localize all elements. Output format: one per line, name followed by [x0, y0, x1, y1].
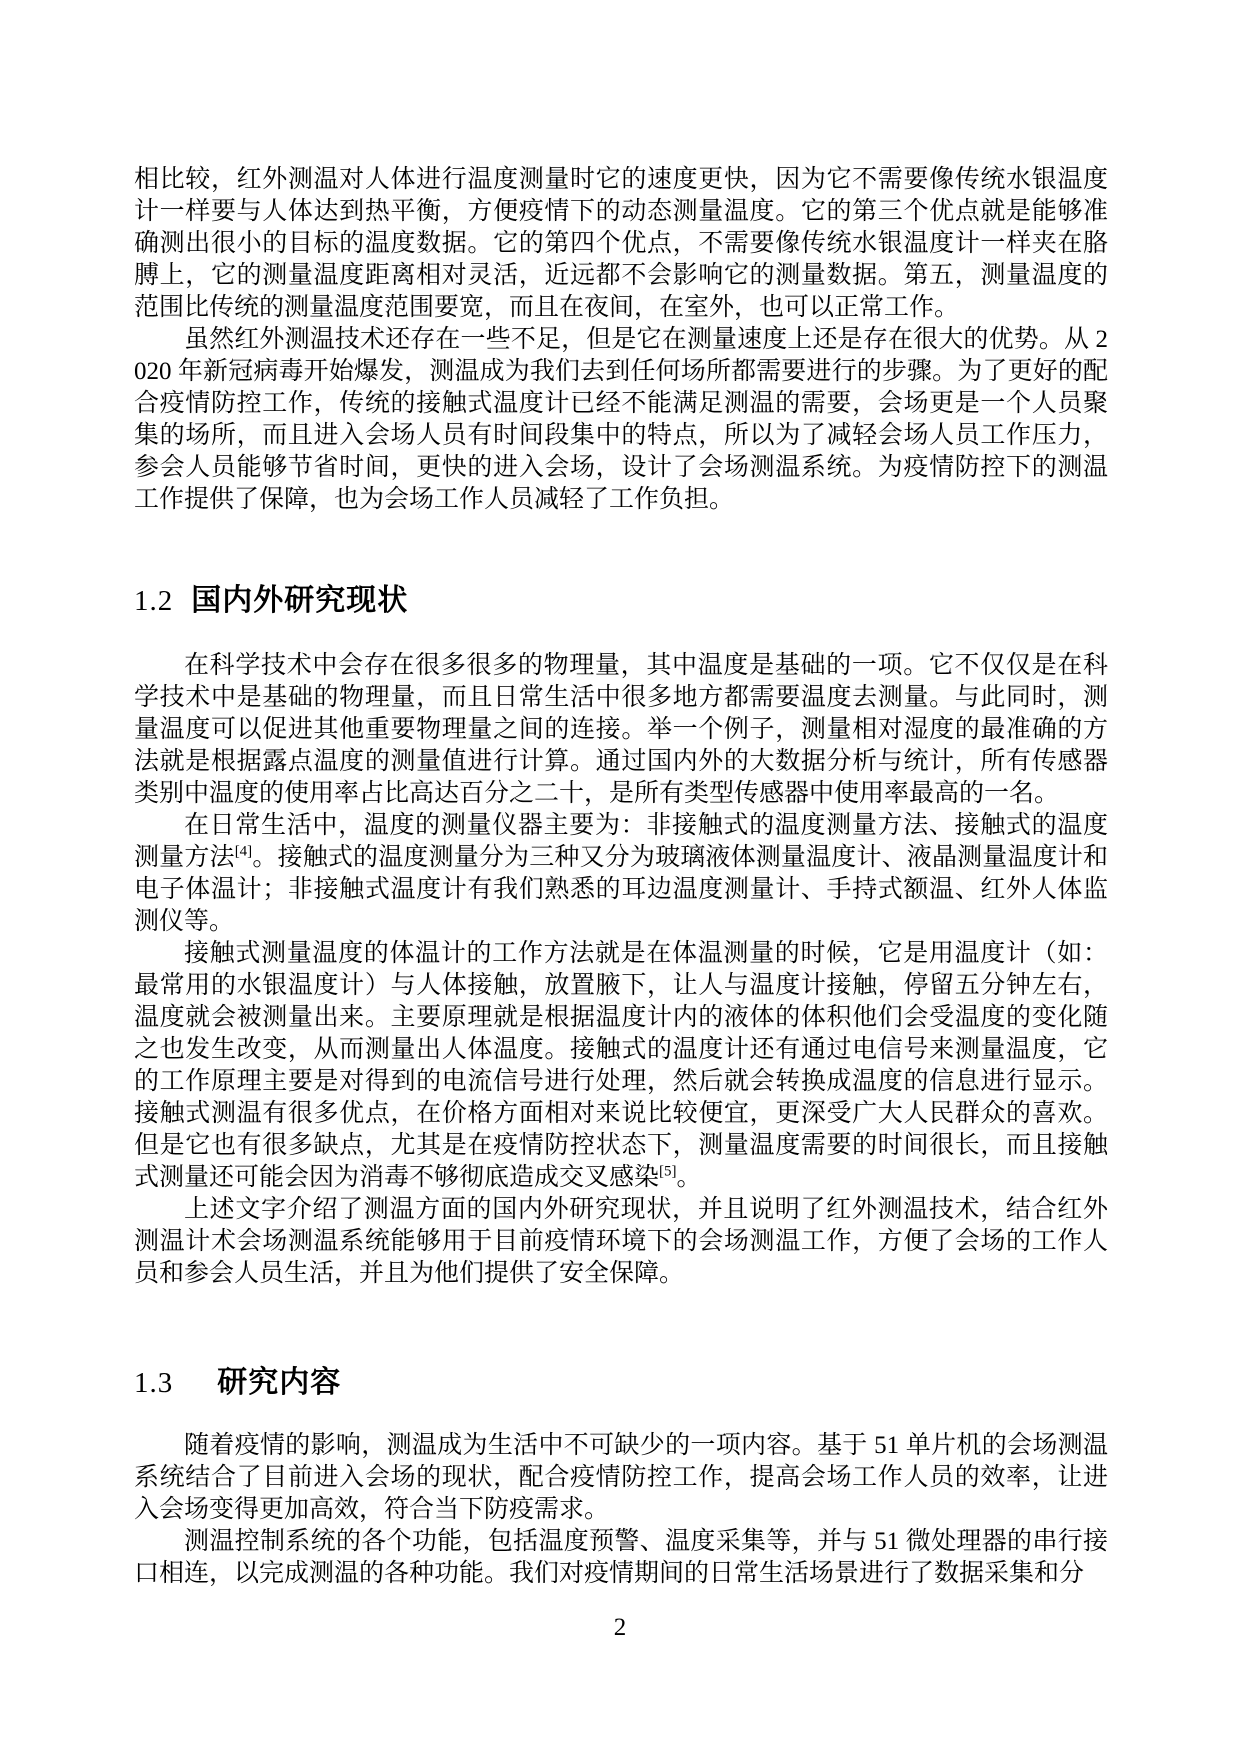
paragraph-system-motivation: 虽然红外测温技术还存在一些不足，但是它在测量速度上还是存在很大的优势。从 2020 年新冠病毒开始爆发，测温成为我们去到任何场所都需要进行的步骤。为了更好的配合疫情防控工作，传统的接触式温度计已经不能满足测温的需要，会场更是一个人员聚集的场所，而且进入会场人员有时间段集中的特点，所以为了减轻会场人员工作压力，参会人员能够节省时间，更快的进入会场，设计了会场测温系统。为疫情防控下的测温工作提供了保障，也为会场工作人员减轻了工作负担。 [134, 326, 1108, 513]
section-number-1-2: 1.2 [134, 585, 174, 617]
paragraph-infrared-advantages: 相比较，红外测温对人体进行温度测量时它的速度更快，因为它不需要像传统水银温度计一样要与人体达到热平衡，方便疫情下的动态测量温度。它的第三个优点就是能够准确测出很小的目标的温度数据。它的第四个优点，不需要像传统水银温度计一样夹在胳膊上，它的测量温度距离相对灵活，近远都不会影响它的测量数据。第五，测量温度的范围比传统的测量温度范围要宽，而且在夜间，在室外，也可以正常工作。 [134, 166, 1108, 321]
section-title-1-3: 研究内容 [217, 1366, 342, 1399]
section-heading-1-3 [134, 1362, 1108, 1404]
page-number: 2 [613, 1614, 627, 1641]
paragraph-physical-quantity: 在科学技术中会存在很多很多的物理量，其中温度是基础的一项。它不仅仅是在科学技术中是基础的物理量，而且日常生活中很多地方都需要温度去测量。与此同时，测量温度可以促进其他重要物理量之间的连接。举一个例子，测量相对湿度的最准确的方法就是根据露点温度的测量值进行计算。通过国内外的大数据分析与统计，所有传感器类别中温度的使用率占比高达百分之二十，是所有类型传感器中使用率最高的一名。 [134, 652, 1108, 807]
paragraph-text: 在日常生活中，温度的测量仪器主要为：非接触式的温度测量方法、接触式的温度测量方法 [134, 812, 1108, 871]
section-title-1-2: 国内外研究现状 [191, 584, 409, 617]
paragraph-contact-method [134, 938, 1108, 1194]
section-heading-1-2 [134, 580, 1108, 622]
paragraph-system-functions: 测温控制系统的各个功能，包括温度预警、温度采集等，并与 51 微处理器的串行接口相连，以完成测温的各种功能。我们对疫情期间的日常生活场景进行了数据采集和分 [134, 1528, 1108, 1587]
section-number-1-3: 1.3 [134, 1367, 174, 1399]
citation-4-superscript: [4] [234, 843, 253, 860]
paragraph-text: 接触式测量温度的体温计的工作方法就是在体温测量的时候，它是用温度计（如：最常用的水银温度计）与人体接触，放置腋下，让人与温度计接触，停留五分钟左右，温度就会被测量出来。主要原理就是根据温度计内的液体的体积他们会受温度的变化随之也发生改变，从而测量出人体温度。接触式的温度计还有通过电信号来测量温度，它的工作原理主要是对得到的电流信号进行处理，然后就会转换成温度的信息进行显示。接触式测温有很多优点，在价格方面相对来说比较便宜，更深受广大人民群众的喜欢。但是它也有很多缺点，尤其是在疫情防控状态下，测量温度需要的时间很长，而且接触式测量还可能会因为消毒不够彻底造成交叉感染 [134, 940, 1108, 1191]
paragraph-section-summary: 上述文字介绍了测温方面的国内外研究现状，并且说明了红外测温技术，结合红外测温计术会场测温系统能够用于目前疫情环境下的会场测温工作，方便了会场的工作人员和参会人员生活，并且为他们提供了安全保障。 [134, 1196, 1108, 1287]
paragraph-instruments [134, 810, 1108, 938]
citation-5-superscript: [5] [659, 1163, 677, 1180]
paragraph-text: 。接触式的温度测量分为三种又分为玻璃液体测量温度计、液晶测量温度计和电子体温计；非接触式温度计有我们熟悉的耳边温度测量计、手持式额温、红外人体监测仪等。 [134, 844, 1108, 935]
paragraph-research-content: 随着疫情的影响，测温成为生活中不可缺少的一项内容。基于 51 单片机的会场测温系统结合了目前进入会场的现状，配合疫情防控工作，提高会场工作人员的效率，让进入会场变得更加高效，符合当下防疫需求。 [134, 1432, 1108, 1523]
paragraph-text: 。 [676, 1164, 702, 1191]
